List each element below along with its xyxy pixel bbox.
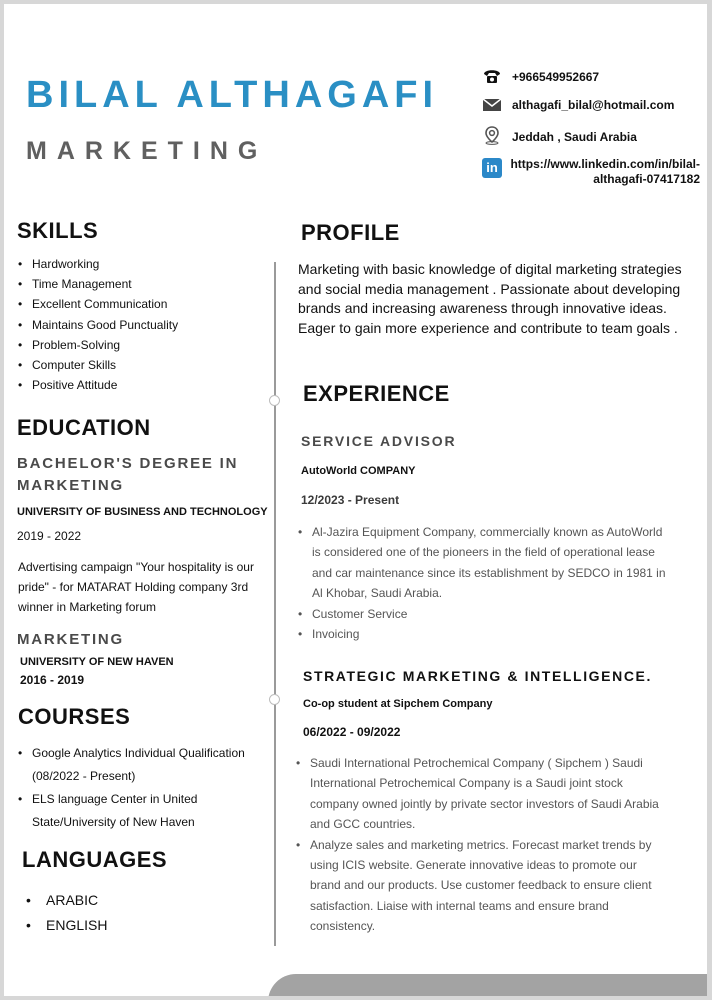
location-pin-icon [482,125,502,145]
skills-list [18,254,178,395]
linkedin-url-line1: https://www.linkedin.com/in/bilal- [510,157,700,171]
job2-bullet: • Analyze sales and marketing metrics. Forecast market trends by using ICIS website. Generate innovative ideas to promote our brand and our products. Use customer feedback to ensure client satisfaction. Liaise with internal teams and ensure brand consistency. [296,835,666,937]
job1-bullet: • Invoicing [298,624,668,644]
experience-heading: EXPERIENCE [303,381,450,406]
candidate-title: MARKETING [26,137,268,165]
courses-heading: COURSES [18,704,131,729]
job1-bullets [298,522,668,644]
job1-title: SERVICE ADVISOR [301,433,457,449]
contact-email[interactable]: althagafi_bilal@hotmail.com [512,98,675,112]
job1-dates: 12/2023 - Present [301,493,400,507]
skill-item: • Problem-Solving [18,335,178,355]
resume-page [4,4,707,996]
footer-decoration [268,974,707,996]
skill-item: • Excellent Communication [18,294,178,314]
education-years-2: 2016 - 2019 [20,673,85,687]
profile-heading: PROFILE [301,220,400,245]
timeline-dot [269,395,280,406]
job2-bullets [296,753,666,937]
job1-bullet: • Customer Service [298,604,668,624]
skill-item: • Positive Attitude [18,375,178,395]
linkedin-url-line2: althagafi-07417182 [593,172,700,186]
language-item: • ENGLISH [26,913,107,938]
job2-bullet: • Saudi International Petrochemical Company ( Sipchem ) Saudi International Petrochemical Company is a Saudi joint stock company owned jointly by private sector investors of Saudi Arabia and GCC countries. [296,753,666,835]
job2-company: Co-op student at Sipchem Company [303,698,493,710]
skill-item: • Computer Skills [18,355,178,375]
job1-company: AutoWorld COMPANY [301,465,416,477]
skill-item: • Hardworking [18,254,178,274]
course-item: • ELS language Center in United State/University of New Haven [18,788,263,834]
job1-bullet: • Al-Jazira Equipment Company, commercially known as AutoWorld is considered one of the pioneers in the field of operational lease and car maintenance since its establishment by SEDCO in 1981 in Al Khobar, Saudi Arabia. [298,522,668,604]
skill-item: • Maintains Good Punctuality [18,315,178,335]
contact-phone[interactable]: +966549952667 [512,70,600,84]
skill-item: • Time Management [18,274,178,294]
email-icon [482,95,502,115]
education-years-1: 2019 - 2022 [17,529,82,543]
job2-title: STRATEGIC MARKETING & INTELLIGENCE. [303,668,652,684]
linkedin-icon: in [482,158,502,178]
skills-heading: SKILLS [17,218,99,243]
education-degree-2: MARKETING [17,631,125,648]
education-school-1: UNIVERSITY OF BUSINESS AND TECHNOLOGY [17,506,268,518]
phone-icon [482,66,502,86]
contact-location: Jeddah , Saudi Arabia [512,130,637,144]
profile-text: Marketing with basic knowledge of digital marketing strategies and social media management . Passionate about developing brands and increasing awareness through innovative ideas. Eager to gain more experience and contribute to team goals . [298,261,682,336]
column-divider [274,262,276,946]
contact-linkedin[interactable] [510,157,700,187]
candidate-name: BILAL ALTHAGAFI [26,74,439,116]
education-note-1: Advertising campaign "Your hospitality is our pride" - for MATARAT Holding company 3rd winner in Marketing forum [18,560,254,614]
job2-dates: 06/2022 - 09/2022 [303,725,401,739]
education-heading: EDUCATION [17,415,151,440]
education-school-2: UNIVERSITY OF NEW HAVEN [20,656,174,668]
courses-list [18,742,263,834]
education-degree-1: BACHELOR'S DEGREE IN MARKETING [17,455,239,494]
course-item: • Google Analytics Individual Qualification (08/2022 - Present) [18,742,263,788]
language-item: • ARABIC [26,888,107,913]
timeline-dot [269,694,280,705]
languages-list [26,888,107,938]
languages-heading: LANGUAGES [22,847,168,872]
